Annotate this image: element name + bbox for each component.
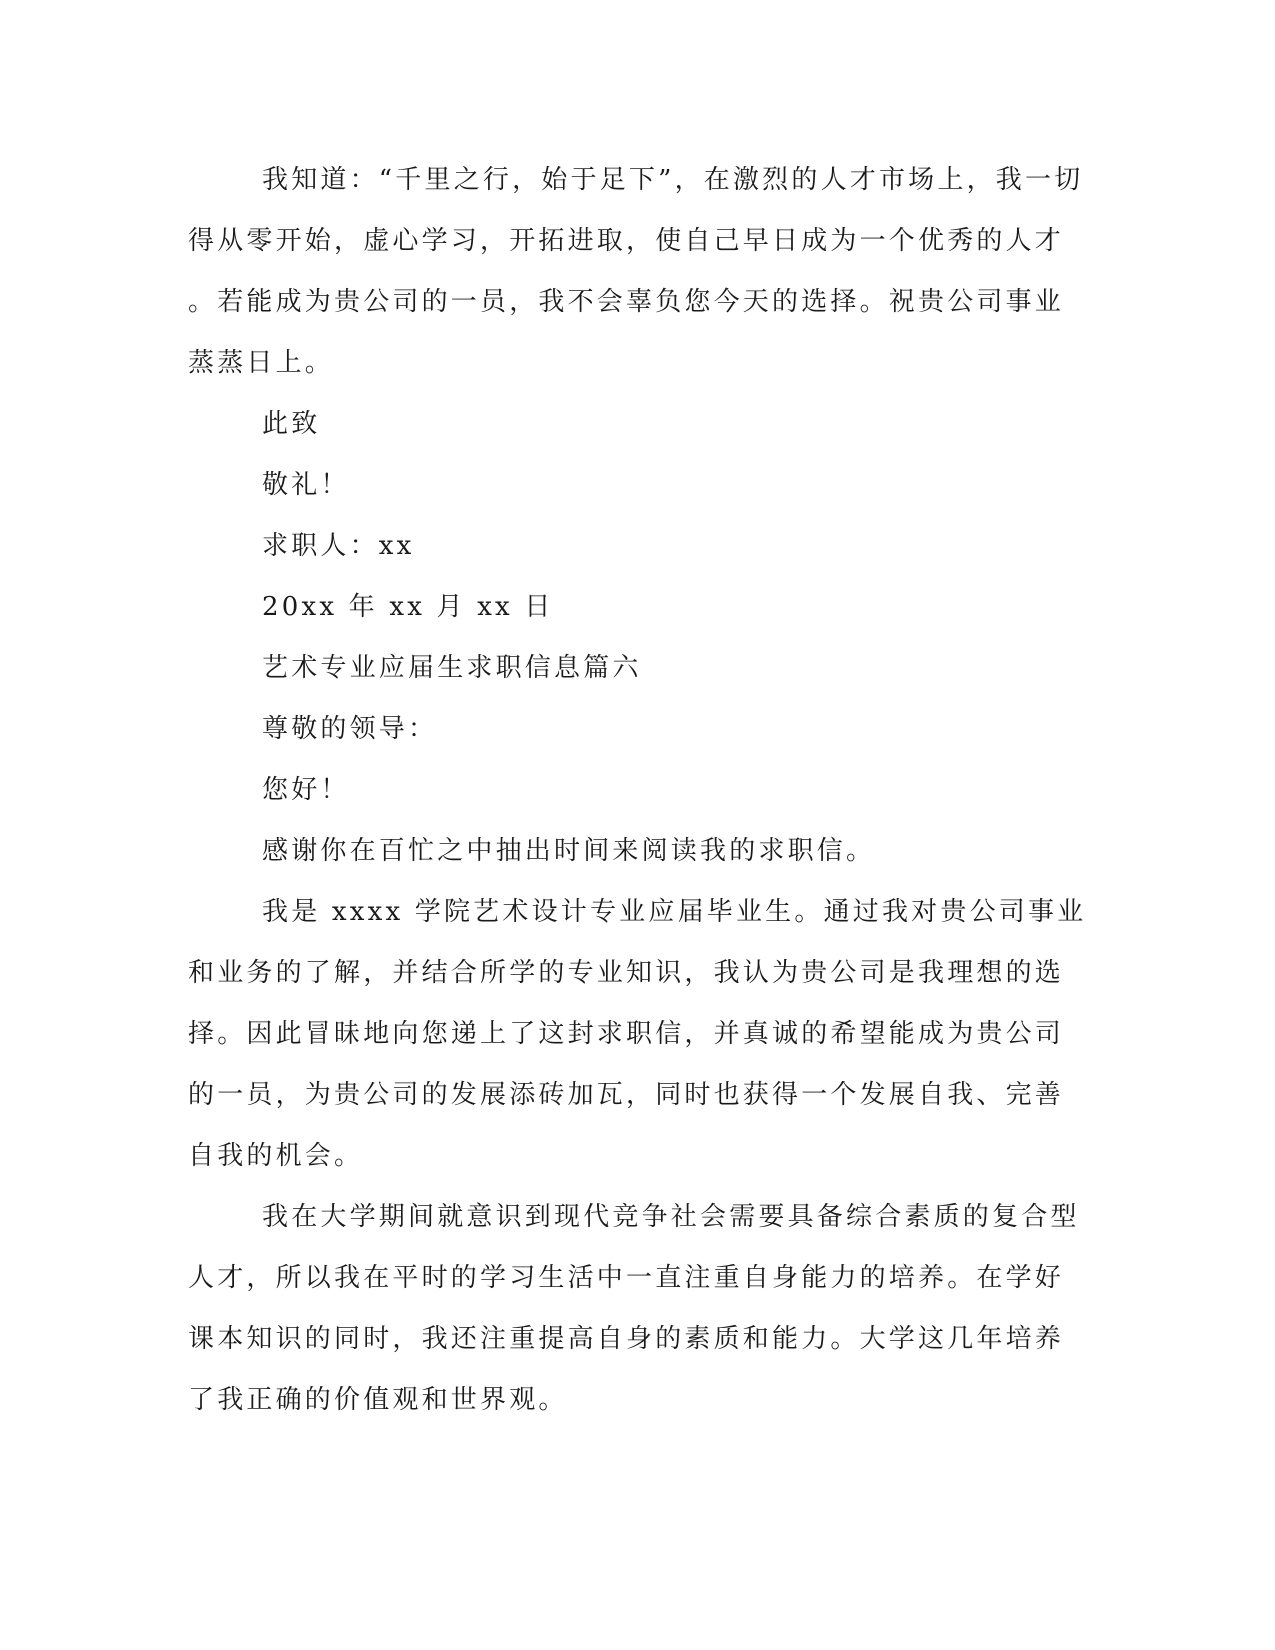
closing-regards: 敬礼！ [262, 470, 350, 500]
paragraph-conclusion [188, 150, 1088, 394]
paragraph-line: 的一员，为贵公司的发展添砖加瓦，同时也获得一个发展自我、完善 [188, 1080, 1065, 1110]
paragraph-line: 自我的机会。 [188, 1141, 364, 1171]
paragraph-line: 。若能成为贵公司的一员，我不会辜负您今天的选择。祝贵公司事业 [188, 287, 1065, 317]
section-title: 艺术专业应届生求职信息篇六 [262, 653, 642, 683]
paragraph-line: 蒸蒸日上。 [188, 348, 335, 378]
applicant-signature: 求职人：xx [262, 531, 415, 561]
paragraph-introduction [188, 882, 1088, 1187]
paragraph-university [188, 1187, 1088, 1431]
paragraph-line: 和业务的了解，并结合所学的专业知识，我认为贵公司是我理想的选 [188, 958, 1065, 988]
paragraph-line: 我知道：“千里之行，始于足下”，在激烈的人才市场上，我一切 [262, 165, 1084, 195]
paragraph-line: 了我正确的价值观和世界观。 [188, 1385, 568, 1415]
paragraph-thanks: 感谢你在百忙之中抽出时间来阅读我的求职信。 [262, 836, 876, 866]
paragraph-line: 我在大学期间就意识到现代竞争社会需要具备综合素质的复合型 [262, 1202, 1080, 1232]
greeting-addressee: 尊敬的领导： [262, 714, 438, 744]
letter-date: 20xx 年 xx 月 xx 日 [262, 592, 554, 622]
document-body [188, 150, 1088, 1431]
paragraph-line: 择。因此冒昧地向您递上了这封求职信，并真诚的希望能成为贵公司 [188, 1019, 1065, 1049]
paragraph-line: 课本知识的同时，我还注重提高自身的素质和能力。大学这几年培养 [188, 1324, 1065, 1354]
closing-salute: 此致 [262, 409, 321, 439]
paragraph-line: 得从零开始，虚心学习，开拓进取，使自己早日成为一个优秀的人才 [188, 226, 1065, 256]
paragraph-line: 我是 xxxx 学院艺术设计专业应届毕业生。通过我对贵公司事业 [262, 897, 1087, 927]
greeting-hello: 您好！ [262, 775, 350, 805]
paragraph-line: 人才，所以我在平时的学习生活中一直注重自身能力的培养。在学好 [188, 1263, 1065, 1293]
